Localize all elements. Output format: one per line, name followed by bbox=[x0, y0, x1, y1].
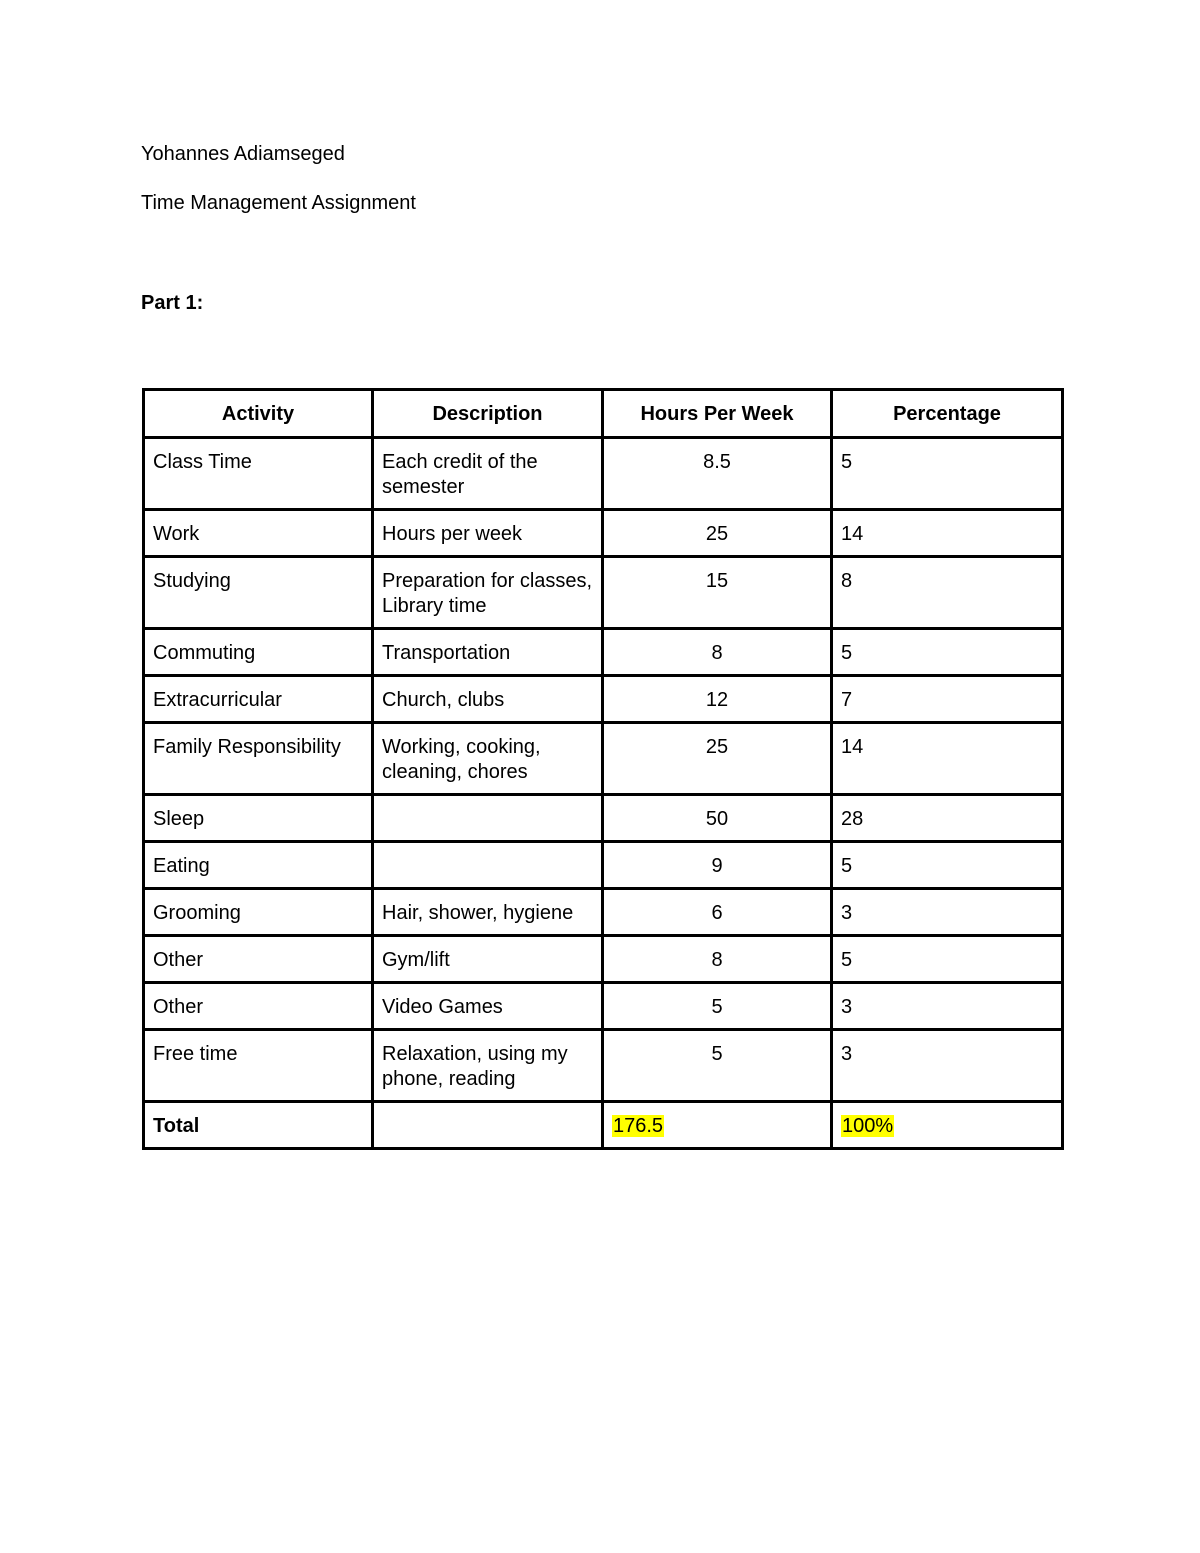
total-hours-cell bbox=[603, 1102, 832, 1149]
total-label: Total bbox=[144, 1102, 373, 1149]
percentage-cell: 5 bbox=[832, 438, 1063, 510]
header-percentage: Percentage bbox=[832, 390, 1063, 438]
activity-cell: Family Responsibility bbox=[144, 723, 373, 795]
hours-cell: 25 bbox=[603, 510, 832, 557]
header-description: Description bbox=[373, 390, 603, 438]
hours-cell: 9 bbox=[603, 842, 832, 889]
activity-cell: Other bbox=[144, 936, 373, 983]
activity-cell: Sleep bbox=[144, 795, 373, 842]
description-cell: Video Games bbox=[373, 983, 603, 1030]
activity-cell: Other bbox=[144, 983, 373, 1030]
activity-cell: Commuting bbox=[144, 629, 373, 676]
hours-cell: 8.5 bbox=[603, 438, 832, 510]
percentage-cell: 8 bbox=[832, 557, 1063, 629]
hours-cell: 5 bbox=[603, 1030, 832, 1102]
description-cell: Hair, shower, hygiene bbox=[373, 889, 603, 936]
description-cell: Hours per week bbox=[373, 510, 603, 557]
description-cell bbox=[373, 795, 603, 842]
table-row bbox=[144, 983, 1063, 1030]
hours-cell: 25 bbox=[603, 723, 832, 795]
table-row bbox=[144, 438, 1063, 510]
hours-cell: 5 bbox=[603, 983, 832, 1030]
percentage-cell: 7 bbox=[832, 676, 1063, 723]
hours-cell: 12 bbox=[603, 676, 832, 723]
table-row bbox=[144, 1030, 1063, 1102]
table-header-row bbox=[144, 390, 1063, 438]
total-percentage-value: 100% bbox=[842, 1115, 894, 1137]
description-cell: Church, clubs bbox=[373, 676, 603, 723]
hours-cell: 15 bbox=[603, 557, 832, 629]
percentage-cell: 28 bbox=[832, 795, 1063, 842]
table-row bbox=[144, 629, 1063, 676]
percentage-cell: 5 bbox=[832, 629, 1063, 676]
time-management-table bbox=[142, 388, 1064, 1150]
activity-cell: Work bbox=[144, 510, 373, 557]
activity-cell: Free time bbox=[144, 1030, 373, 1102]
header-hours-per-week: Hours Per Week bbox=[603, 390, 832, 438]
activity-cell: Studying bbox=[144, 557, 373, 629]
hours-cell: 8 bbox=[603, 629, 832, 676]
total-row bbox=[144, 1102, 1063, 1149]
percentage-cell: 14 bbox=[832, 723, 1063, 795]
description-cell: Gym/lift bbox=[373, 936, 603, 983]
description-cell: Each credit of the semester bbox=[373, 438, 603, 510]
hours-cell: 8 bbox=[603, 936, 832, 983]
percentage-cell: 14 bbox=[832, 510, 1063, 557]
percentage-cell: 3 bbox=[832, 983, 1063, 1030]
percentage-cell: 3 bbox=[832, 1030, 1063, 1102]
assignment-title: Time Management Assignment bbox=[141, 192, 416, 214]
author-name: Yohannes Adiamseged bbox=[141, 143, 345, 165]
total-percentage-cell bbox=[832, 1102, 1063, 1149]
table-row bbox=[144, 510, 1063, 557]
activity-cell: Extracurricular bbox=[144, 676, 373, 723]
description-cell: Relaxation, using my phone, reading bbox=[373, 1030, 603, 1102]
table-row bbox=[144, 889, 1063, 936]
table-row bbox=[144, 842, 1063, 889]
activity-cell: Grooming bbox=[144, 889, 373, 936]
description-cell bbox=[373, 842, 603, 889]
table-row bbox=[144, 676, 1063, 723]
total-description-cell bbox=[373, 1102, 603, 1149]
description-cell: Transportation bbox=[373, 629, 603, 676]
table-row bbox=[144, 557, 1063, 629]
table-row bbox=[144, 795, 1063, 842]
hours-cell: 6 bbox=[603, 889, 832, 936]
activity-cell: Class Time bbox=[144, 438, 373, 510]
header-activity: Activity bbox=[144, 390, 373, 438]
percentage-cell: 3 bbox=[832, 889, 1063, 936]
table-row bbox=[144, 936, 1063, 983]
percentage-cell: 5 bbox=[832, 842, 1063, 889]
table-row bbox=[144, 723, 1063, 795]
part-heading: Part 1: bbox=[141, 292, 204, 314]
description-cell: Preparation for classes, Library time bbox=[373, 557, 603, 629]
activity-cell: Eating bbox=[144, 842, 373, 889]
hours-cell: 50 bbox=[603, 795, 832, 842]
description-cell: Working, cooking, cleaning, chores bbox=[373, 723, 603, 795]
total-hours-value: 176.5 bbox=[613, 1115, 664, 1137]
percentage-cell: 5 bbox=[832, 936, 1063, 983]
